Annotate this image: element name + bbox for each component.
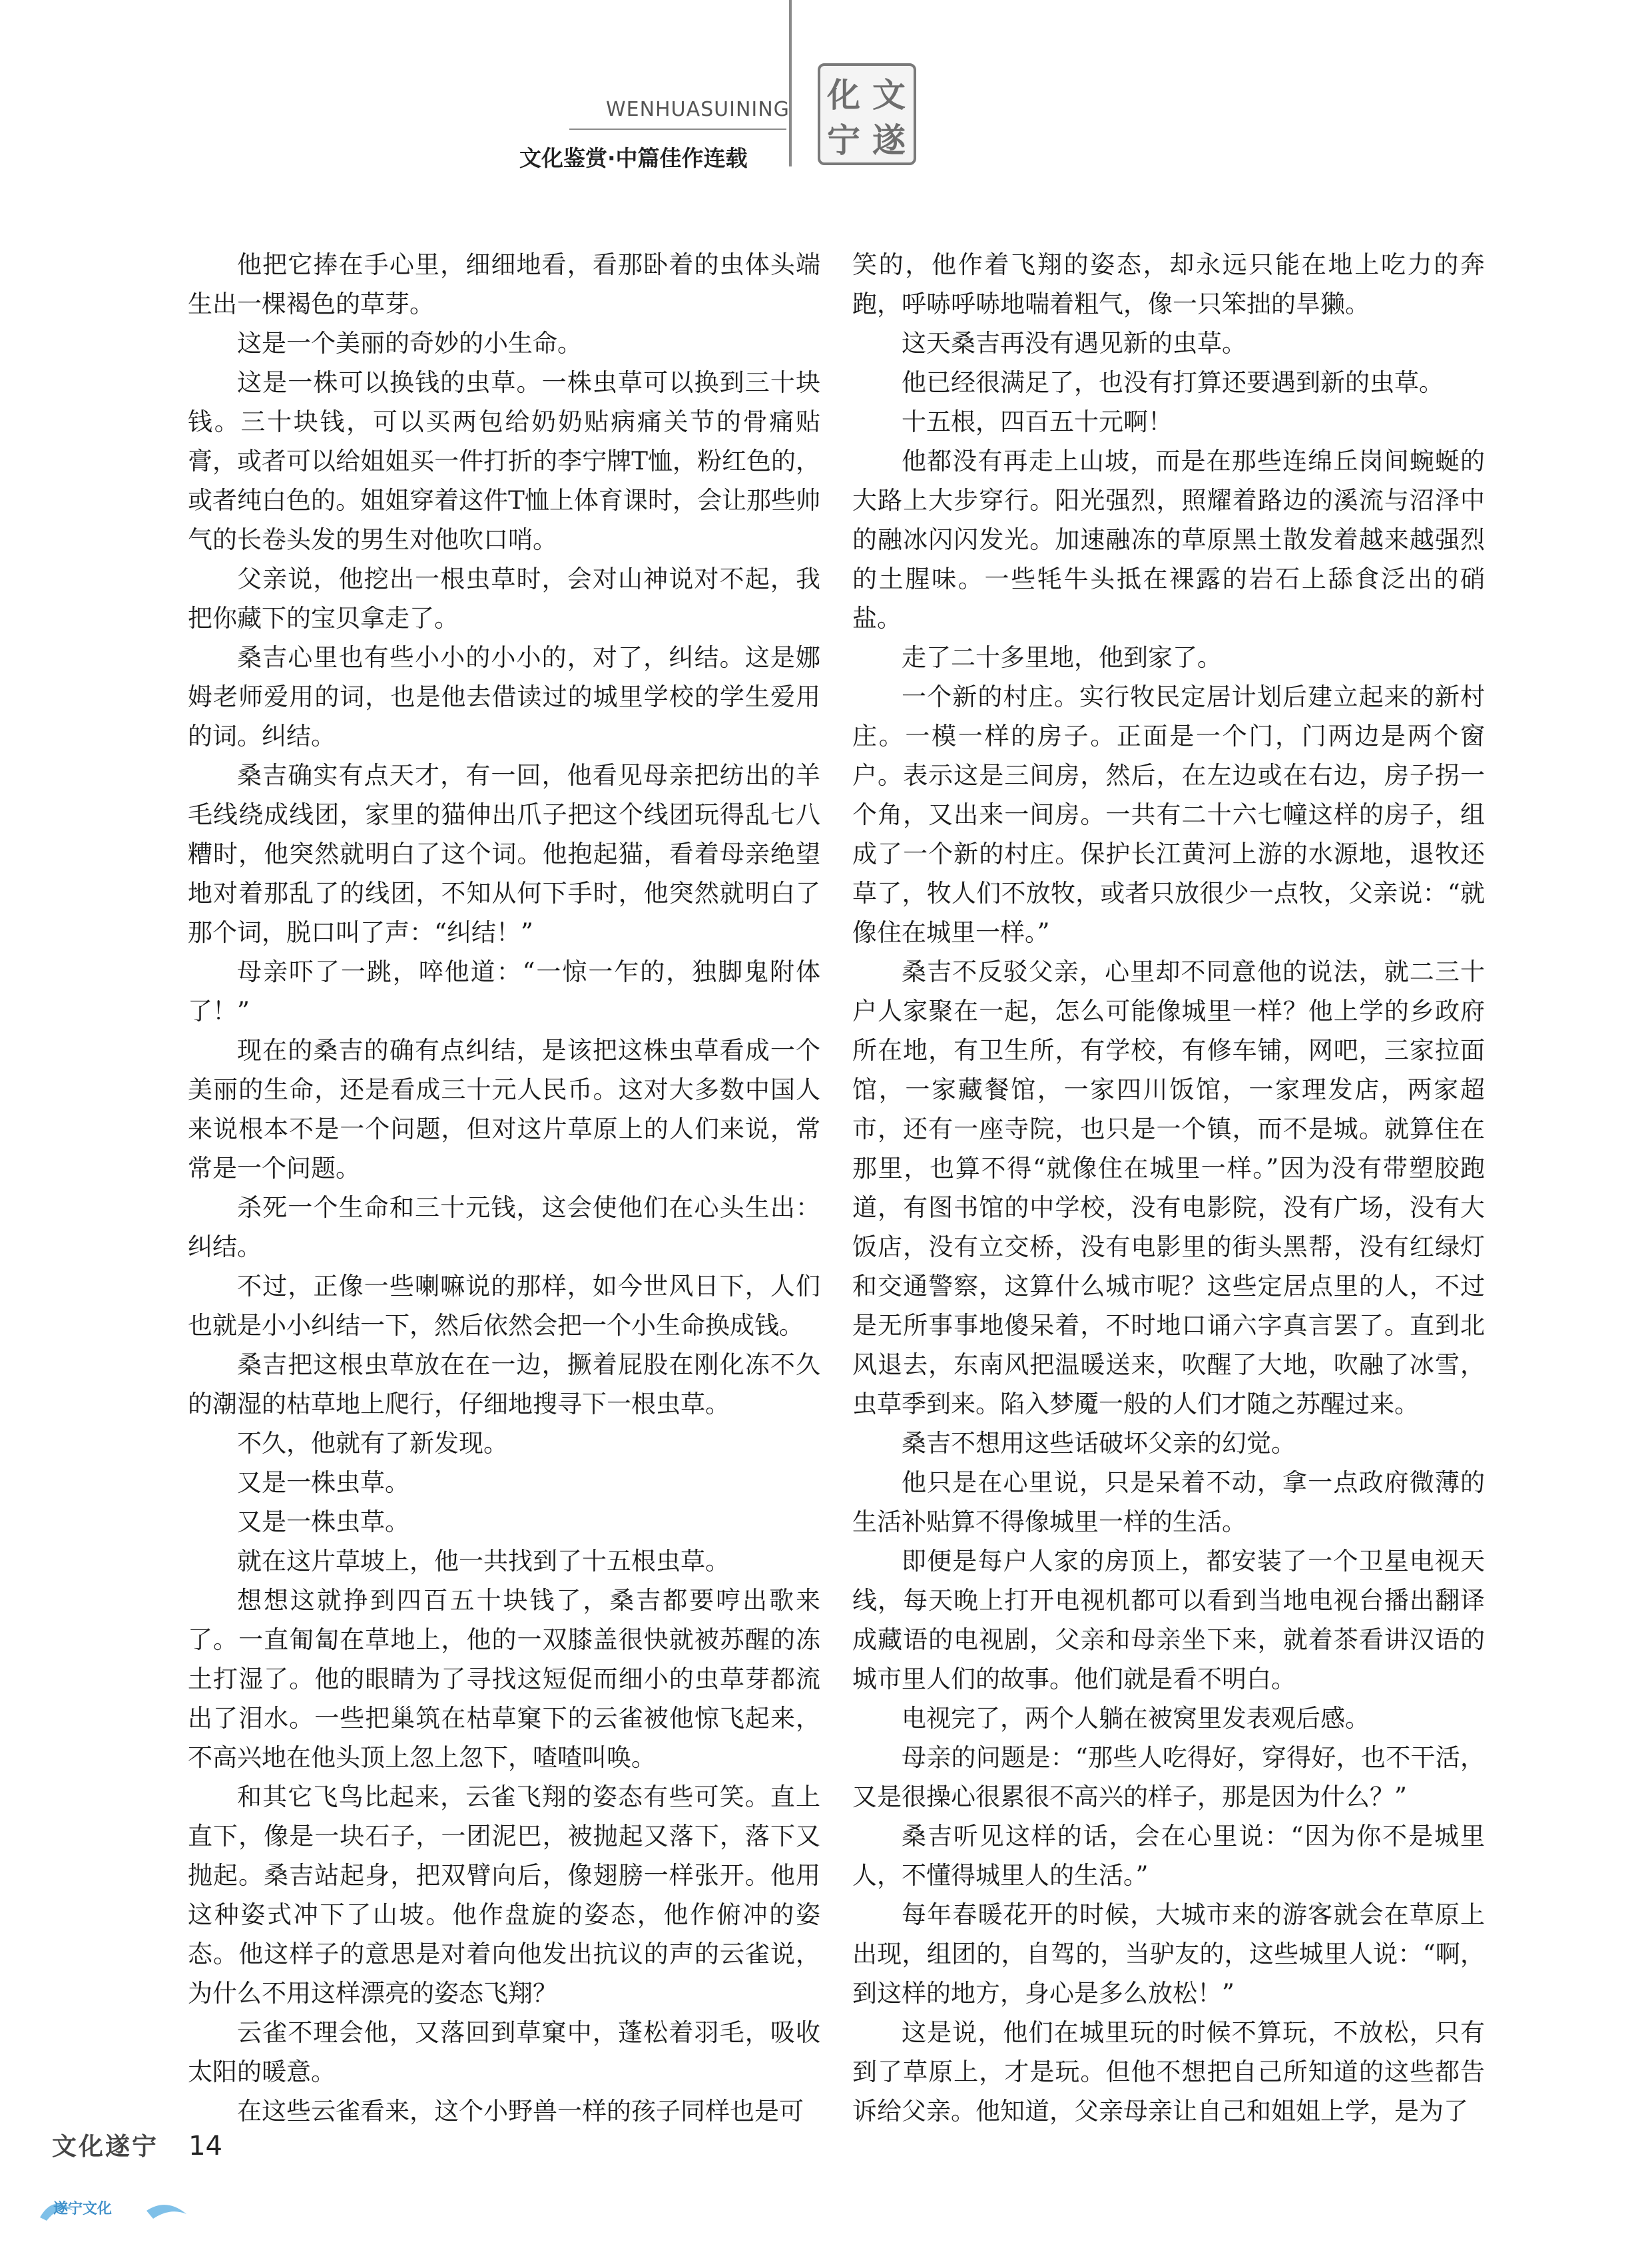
right-text-column (852, 245, 1485, 2131)
paragraph: 云雀不理会他，又落回到草窠中，蓬松着羽毛，吸收太阳的暖意。 (188, 2018, 820, 2086)
paragraph: 不久，他就有了新发现。 (237, 1429, 508, 1458)
paragraph: 桑吉心里也有些小小的小小的，对了，纠结。这是娜姆老师爱用的词，也是他去借读过的城里学校的学生爱用的词。纠结。 (188, 643, 820, 750)
paragraph: 走了二十多里地，他到家了。 (902, 643, 1222, 672)
paragraph: 母亲吓了一跳，啐他道：“一惊一乍的，独脚鬼附体了！” (188, 958, 820, 1025)
paragraph: 想想这就挣到四百五十块钱了，桑吉都要哼出歌来了。一直匍匐在草地上，他的一双膝盖很快就被苏醒的冻土打湿了。他的眼睛为了寻找这短促而细小的虫草芽都流出了泪水。一些把巢筑在枯草窠下的云雀被他惊飞起来，不高兴地在他头顶上忽上忽下，喳喳叫唤。 (188, 1586, 820, 1772)
paragraph: 又是一株虫草。 (237, 1468, 410, 1497)
paragraph: 他都没有再走上山坡，而是在那些连绵丘岗间蜿蜒的大路上大步穿行。阳光强烈，照耀着路边的溪流与沼泽中的融冰闪闪发光。加速融冻的草原黑土散发着越来越强烈的土腥味。一些牦牛头抵在裸露的岩石上舔食泛出的硝盐。 (852, 447, 1485, 633)
paragraph: 父亲说，他挖出一根虫草时，会对山神说对不起，我把你藏下的宝贝拿走了。 (188, 565, 820, 633)
paragraph: 这天桑吉再没有遇见新的虫草。 (902, 329, 1246, 358)
paragraph: 桑吉不想用这些话破坏父亲的幻觉。 (902, 1429, 1296, 1458)
watermark-text: 遂宁文化 (53, 2201, 113, 2217)
paragraph: 和其它飞鸟比起来，云雀飞翔的姿态有些可笑。直上直下，像是一块石子，一团泥巴，被抛起又落下，落下又抛起。桑吉站起身，把双臂向后，像翅膀一样张开。他用这种姿式冲下了山坡。他作盘旋的姿态，他作俯冲的姿态。他这样子的意思是对着向他发出抗议的声的云雀说，为什么不用这样漂亮的姿态飞翔？ (188, 1783, 820, 2008)
header-vertical-rule (789, 0, 792, 166)
paragraph: 这是一个美丽的奇妙的小生命。 (237, 329, 582, 358)
paragraph: 他已经很满足了，也没有打算还要遇到新的虫草。 (902, 368, 1444, 397)
header-horizontal-rule (569, 129, 786, 130)
page-footer (52, 2126, 222, 2162)
paragraph: 一个新的村庄。实行牧民定居计划后建立起来的新村庄。一模一样的房子。正面是一个门，门两边是两个窗户。表示这是三间房，然后，在左边或在右边，房子拐一个角，又出来一间房。一共有二十六七幢这样的房子，组成了一个新的村庄。保护长江黄河上游的水源地，退牧还草了，牧人们不放牧，或者只放很少一点牧，父亲说：“就像住在城里一样。” (852, 683, 1485, 947)
paragraph: 母亲的问题是：“那些人吃得好，穿得好，也不干活，又是很操心很累很不高兴的样子，那是因为什么？” (852, 1743, 1485, 1811)
paragraph: 就在这片草坡上，他一共找到了十五根虫草。 (237, 1547, 730, 1575)
paragraph: 笑的，他作着飞翔的姿态，却永远只能在地上吃力的奔跑，呼哧呼哧地喘着粗气，像一只笨拙的旱獭。 (852, 250, 1485, 318)
paragraph: 杀死一个生命和三十元钱，这会使他们在心头生出：纠结。 (188, 1193, 820, 1261)
seal-char: 文 (872, 75, 906, 115)
paragraph: 桑吉不反驳父亲，心里却不同意他的说法，就二三十户人家聚在一起，怎么可能像城里一样？他上学的乡政府所在地，有卫生所，有学校，有修车铺，网吧，三家拉面馆，一家藏餐馆，一家四川饭馆，一家理发店，两家超市，还有一座寺院，也只是一个镇，而不是城。就算住在那里，也算不得“就像住在城里一样。”因为没有带塑胶跑道，有图书馆的中学校，没有电影院，没有广场，没有大饭店，没有立交桥，没有电影里的街头黑帮，没有红绿灯和交通警察，这算什么城市呢？这些定居点里的人，不过是无所事事地傻呆着，不时地口诵六字真言罢了。直到北风退去，东南风把温暖送来，吹醒了大地，吹融了冰雪，虫草季到来。陷入梦魇一般的人们才随之苏醒过来。 (852, 958, 1485, 1418)
paragraph: 这是一株可以换钱的虫草。一株虫草可以换到三十块钱。三十块钱，可以买两包给奶奶贴病痛关节的骨痛贴膏，或者可以给姐姐买一件打折的李宁牌T恤，粉红色的，或者纯白色的。姐姐穿着这件T恤上体育课时，会让那些帅气的长卷头发的男生对他吹口哨。 (188, 368, 820, 554)
paragraph: 电视完了，两个人躺在被窝里发表观后感。 (902, 1704, 1370, 1733)
paragraph: 这是说，他们在城里玩的时候不算玩，不放松，只有到了草原上，才是玩。但他不想把自己所知道的这些都告诉给父亲。他知道，父亲母亲让自己和姐姐上学，是为了 (852, 2018, 1485, 2125)
paragraph: 十五根，四百五十元啊！ (902, 408, 1173, 436)
paragraph: 他把它捧在手心里，细细地看，看那卧着的虫体头端生出一棵褐色的草芽。 (188, 250, 820, 318)
paragraph: 现在的桑吉的确有点纠结，是该把这株虫草看成一个美丽的生命，还是看成三十元人民币。这对大多数中国人来说根本不是一个问题，但对这片草原上的人们来说，常常是一个问题。 (188, 1036, 820, 1183)
header-section-title: 文化鉴赏·中篇佳作连载 (519, 145, 748, 171)
seal-char: 宁 (827, 121, 860, 160)
paragraph: 每年春暖花开的时候，大城市来的游客就会在草原上出现，组团的，自驾的，当驴友的，这些城里人说：“啊，到这样的地方，身心是多么放松！” (852, 1900, 1485, 2008)
paragraph: 桑吉听见这样的话，会在心里说：“因为你不是城里人，不懂得城里人的生活。” (852, 1822, 1485, 1890)
header-en-title: WENHUASUINING (606, 98, 790, 121)
footer-brand: 文化遂宁 (52, 2132, 158, 2161)
header-seal-logo (818, 63, 916, 165)
paragraph: 桑吉确实有点天才，有一回，他看见母亲把纺出的羊毛线绕成线团，家里的猫伸出爪子把这个线团玩得乱七八糟时，他突然就明白了这个词。他抱起猫，看着母亲绝望地对着那乱了的线团，不知从何下手时，他突然就明白了那个词，脱口叫了声：“纠结！” (188, 761, 820, 947)
paragraph: 在这些云雀看来，这个小野兽一样的孩子同样也是可 (237, 2097, 804, 2125)
page-number: 14 (188, 2131, 222, 2161)
left-text-column (188, 245, 820, 2131)
paragraph: 桑吉把这根虫草放在在一边，撅着屁股在刚化冻不久的潮湿的枯草地上爬行，仔细地搜寻下一根虫草。 (188, 1350, 820, 1418)
seal-char: 化 (827, 75, 860, 115)
seal-char: 遂 (872, 121, 906, 160)
paragraph: 不过，正像一些喇嘛说的那样，如今世风日下，人们也就是小小纠结一下，然后依然会把一个小生命换成钱。 (188, 1272, 820, 1340)
paragraph: 即便是每户人家的房顶上，都安装了一个卫星电视天线，每天晚上打开电视机都可以看到当地电视台播出翻译成藏语的电视剧，父亲和母亲坐下来，就着茶看讲汉语的城市里人们的故事。他们就是看不明白。 (852, 1547, 1485, 1693)
paragraph: 他只是在心里说，只是呆着不动，拿一点政府微薄的生活补贴算不得像城里一样的生活。 (852, 1468, 1485, 1536)
paragraph: 又是一株虫草。 (237, 1508, 410, 1536)
